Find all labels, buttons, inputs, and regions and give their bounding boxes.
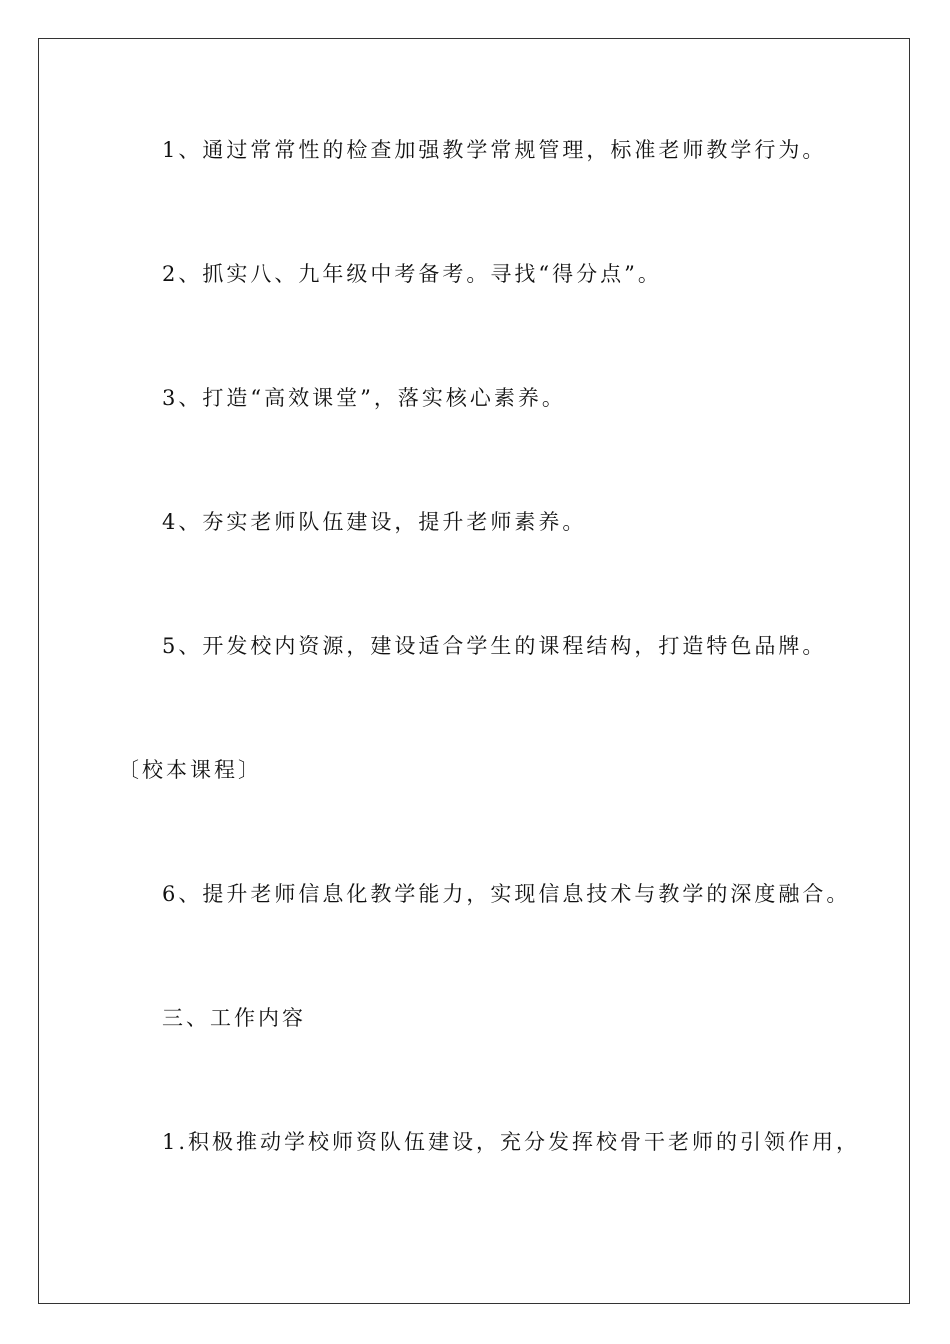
paragraph-item-5: 5、开发校内资源，建设适合学生的课程结构，打造特色品牌。 (162, 634, 827, 658)
paragraph-item-2: 2、抓实八、九年级中考备考。寻找“得分点”。 (162, 262, 662, 286)
paragraph-note: 〔校本课程〕 (118, 758, 262, 782)
paragraph-item-1: 1、通过常常性的检查加强教学常规管理，标准老师教学行为。 (162, 138, 827, 162)
page-border (38, 38, 910, 1304)
paragraph-item-6: 6、提升老师信息化教学能力，实现信息技术与教学的深度融合。 (162, 882, 851, 906)
paragraph-item-4: 4、夯实老师队伍建设，提升老师素养。 (162, 510, 587, 534)
section-heading: 三、工作内容 (162, 1006, 306, 1030)
paragraph-item-3: 3、打造“高效课堂”，落实核心素养。 (162, 386, 566, 410)
paragraph-content-1: 1.积极推动学校师资队伍建设，充分发挥校骨干老师的引领作用， (162, 1130, 861, 1154)
